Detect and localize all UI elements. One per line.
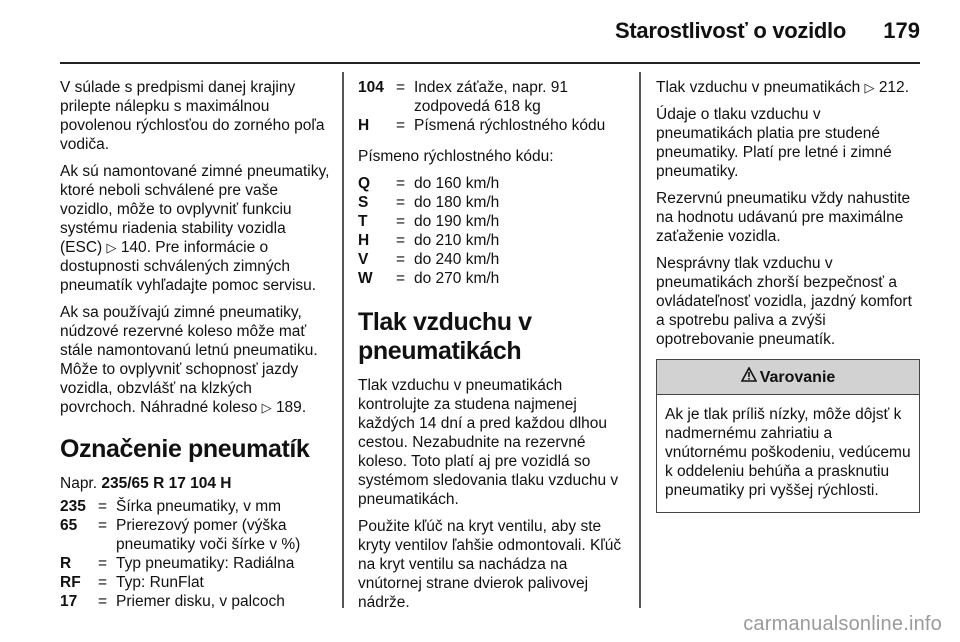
speed-row: Q = do 160 km/h <box>358 175 500 192</box>
header-rule <box>60 62 920 64</box>
column-2 <box>358 78 630 620</box>
speed-code-intro: Písmeno rýchlostného kódu: <box>358 148 554 165</box>
paragraph: V súlade s predpismi danej krajiny prilepte nálepku s maximálnou povolenou rýchlosťou do zorného poľa vodiča. <box>60 79 325 153</box>
column-divider-1 <box>342 72 344 608</box>
speed-row: W = do 270 km/h <box>358 270 500 287</box>
page-ref[interactable]: 140 <box>120 239 147 256</box>
paragraph: Tlak vzduchu v pneumatikách ▷ 212. <box>656 79 909 96</box>
section-heading: Tlak vzduchu v pneumatikách <box>358 308 532 365</box>
paragraph: Nesprávny tlak vzduchu v pneumatikách zhorší bezpečnosť a ovládateľnosť vozidla, jazdný komfort a spotrebu paliva a zvýši opotrebovanie pneumatík. <box>656 255 912 348</box>
chapter-title: Starostlivosť o vozidlo <box>614 18 846 43</box>
warning-text: Ak je tlak príliš nízky, môže dôjsť k nadmernému zahriatiu a vnútornému poškodeniu, vedúcemu k oddeleniu behúňa a prasknutiu pneumatiky pri vyššej rýchlosti. <box>665 406 911 499</box>
speed-row: S = do 180 km/h <box>358 194 500 211</box>
definition-row: 65 = Prierezový pomer (výška pneumatiky voči šírke v %) <box>60 517 301 553</box>
speed-row: H = do 210 km/h <box>358 232 500 249</box>
paragraph: Ak sa používajú zimné pneumatiky, núdzové rezervné koleso môže mať stále namontovanú letnú pneumatiku. Môže to ovplyvniť schopnosť jazdy vozidla, obzvlášť na klzkých povrchoch. Náhradné koleso ▷ 189. <box>60 304 318 416</box>
warning-triangle-icon <box>741 367 757 387</box>
paragraph: Rezervnú pneumatiku vždy nahustite na hodnotu udávanú pre maximálne zaťaženie vozidla. <box>656 190 911 245</box>
speed-row: V = do 240 km/h <box>358 251 500 268</box>
section-heading: Označenie pneumatík <box>60 435 310 463</box>
warning-header <box>657 360 919 395</box>
tire-code-definitions <box>60 497 332 611</box>
definition-row: 235 = Šírka pneumatiky, v mm <box>60 498 282 515</box>
definition-row: H = Písmená rýchlostného kódu <box>358 117 606 134</box>
page-header <box>0 0 960 60</box>
column-divider-2 <box>639 72 641 608</box>
tire-code-example: Napr. 235/65 R 17 104 H <box>60 475 232 492</box>
speed-row: T = do 190 km/h <box>358 213 500 230</box>
page-ref[interactable]: 212 <box>878 79 905 96</box>
paragraph: Ak sú namontované zimné pneumatiky, ktoré neboli schválené pre vaše vozidlo, môže to ovplyvniť funkciu systému riadenia stability vozidla (ESC) ▷ 140. Pre informácie o dostupnosti schválených zimných pneumatík vyhľadajte pomoc servisu. <box>60 163 330 294</box>
page-ref-arrow-icon: ▷ <box>864 80 875 95</box>
speed-code-list <box>358 174 630 288</box>
footer-watermark: carmanualsonline.info <box>743 613 942 635</box>
definition-row: 104 = Index záťaže, napr. 91 zodpovedá 618 kg <box>358 79 569 115</box>
paragraph: Použite kľúč na kryt ventilu, aby ste kryty ventilov ľahšie odmontovali. Kľúč na kryt ventilu sa nachádza na vnútornej strane dvierok palivovej nádrže. <box>358 518 622 611</box>
column-1 <box>60 78 332 619</box>
definition-row: 17 = Priemer disku, v palcoch <box>60 593 285 610</box>
column-3 <box>656 78 920 513</box>
page-ref[interactable]: 189 <box>275 399 302 416</box>
page-number: 179 <box>883 18 920 43</box>
paragraph: Tlak vzduchu v pneumatikách kontrolujte za studena najmenej každých 14 dní a pred každou dlhou cestou. Nezabudnite na rezervné koleso. Toto platí aj pre vozidlá so systémom sledovania tlaku vzduchu v pneumatikách. <box>358 377 619 508</box>
definition-row: RF = Typ: RunFlat <box>60 574 204 591</box>
paragraph: Údaje o tlaku vzduchu v pneumatikách platia pre studené pneumatiky. Platí pre letné i zimné pneumatiky. <box>656 106 892 180</box>
definition-row: R = Typ pneumatiky: Radiálna <box>60 555 295 572</box>
tire-code-definitions-cont <box>358 78 630 135</box>
warning-title: Varovanie <box>759 368 836 386</box>
page-ref-arrow-icon: ▷ <box>261 400 272 415</box>
warning-box <box>656 359 920 513</box>
page-ref-arrow-icon: ▷ <box>106 240 117 255</box>
